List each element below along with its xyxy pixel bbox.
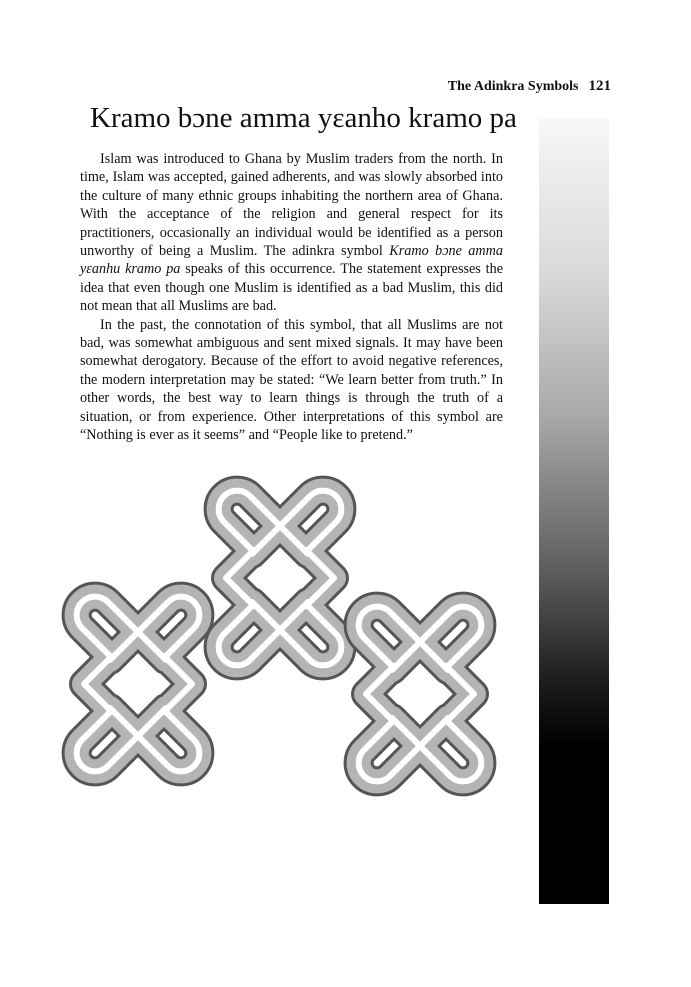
- running-title: The Adinkra Symbols: [447, 79, 579, 94]
- paragraph-1-text-b: speaks of this occurrence. The statement expresses the idea that even though one Muslim is identified as a bad Muslim, this did not mean that all Muslims are bad.: [80, 261, 503, 315]
- running-head: [448, 78, 611, 95]
- paragraph-1-text-a: Islam was introduced to Ghana by Muslim traders from the north. In time, Islam was accepted, gained adherents, and was slowly absorbed into the culture of many ethnic groups inhabiting the northern area of Ghana. With the acceptance of the religion and general respect for its practitioners, occasionally an individual would be identified as a person unworthy of being a Muslim. The adinkra symbol: [80, 151, 503, 260]
- knot-symbol-left-icon: [77, 597, 200, 772]
- knot-symbol-right-icon: [359, 607, 482, 782]
- body-text: [80, 150, 503, 445]
- thumb-index-tab: [539, 118, 609, 904]
- paragraph-2-text: In the past, the connotation of this symbol, that all Muslims are not bad, was somewhat ambiguous and sent mixed signals. It may have been somewhat derogatory. Because of the effort to avoid negative references, the modern interpretation may be stated: “We learn better from truth.” In other words, the best way to learn things is through the truth of a situation, or from experience. Other interpretations of this symbol are “Nothing is ever as it seems” and “People like to pretend.”: [80, 316, 503, 444]
- paragraph-1: [80, 150, 503, 316]
- knot-symbol-top-icon: [219, 491, 342, 666]
- paragraph-2: [80, 316, 503, 445]
- page-title: Kramo bɔne amma yɛanho kramo pa: [90, 102, 517, 134]
- paragraph-1-symbol-name: Kramo bɔne amma yɛanhu kramo pa: [80, 243, 503, 278]
- page-number: 121: [588, 78, 611, 94]
